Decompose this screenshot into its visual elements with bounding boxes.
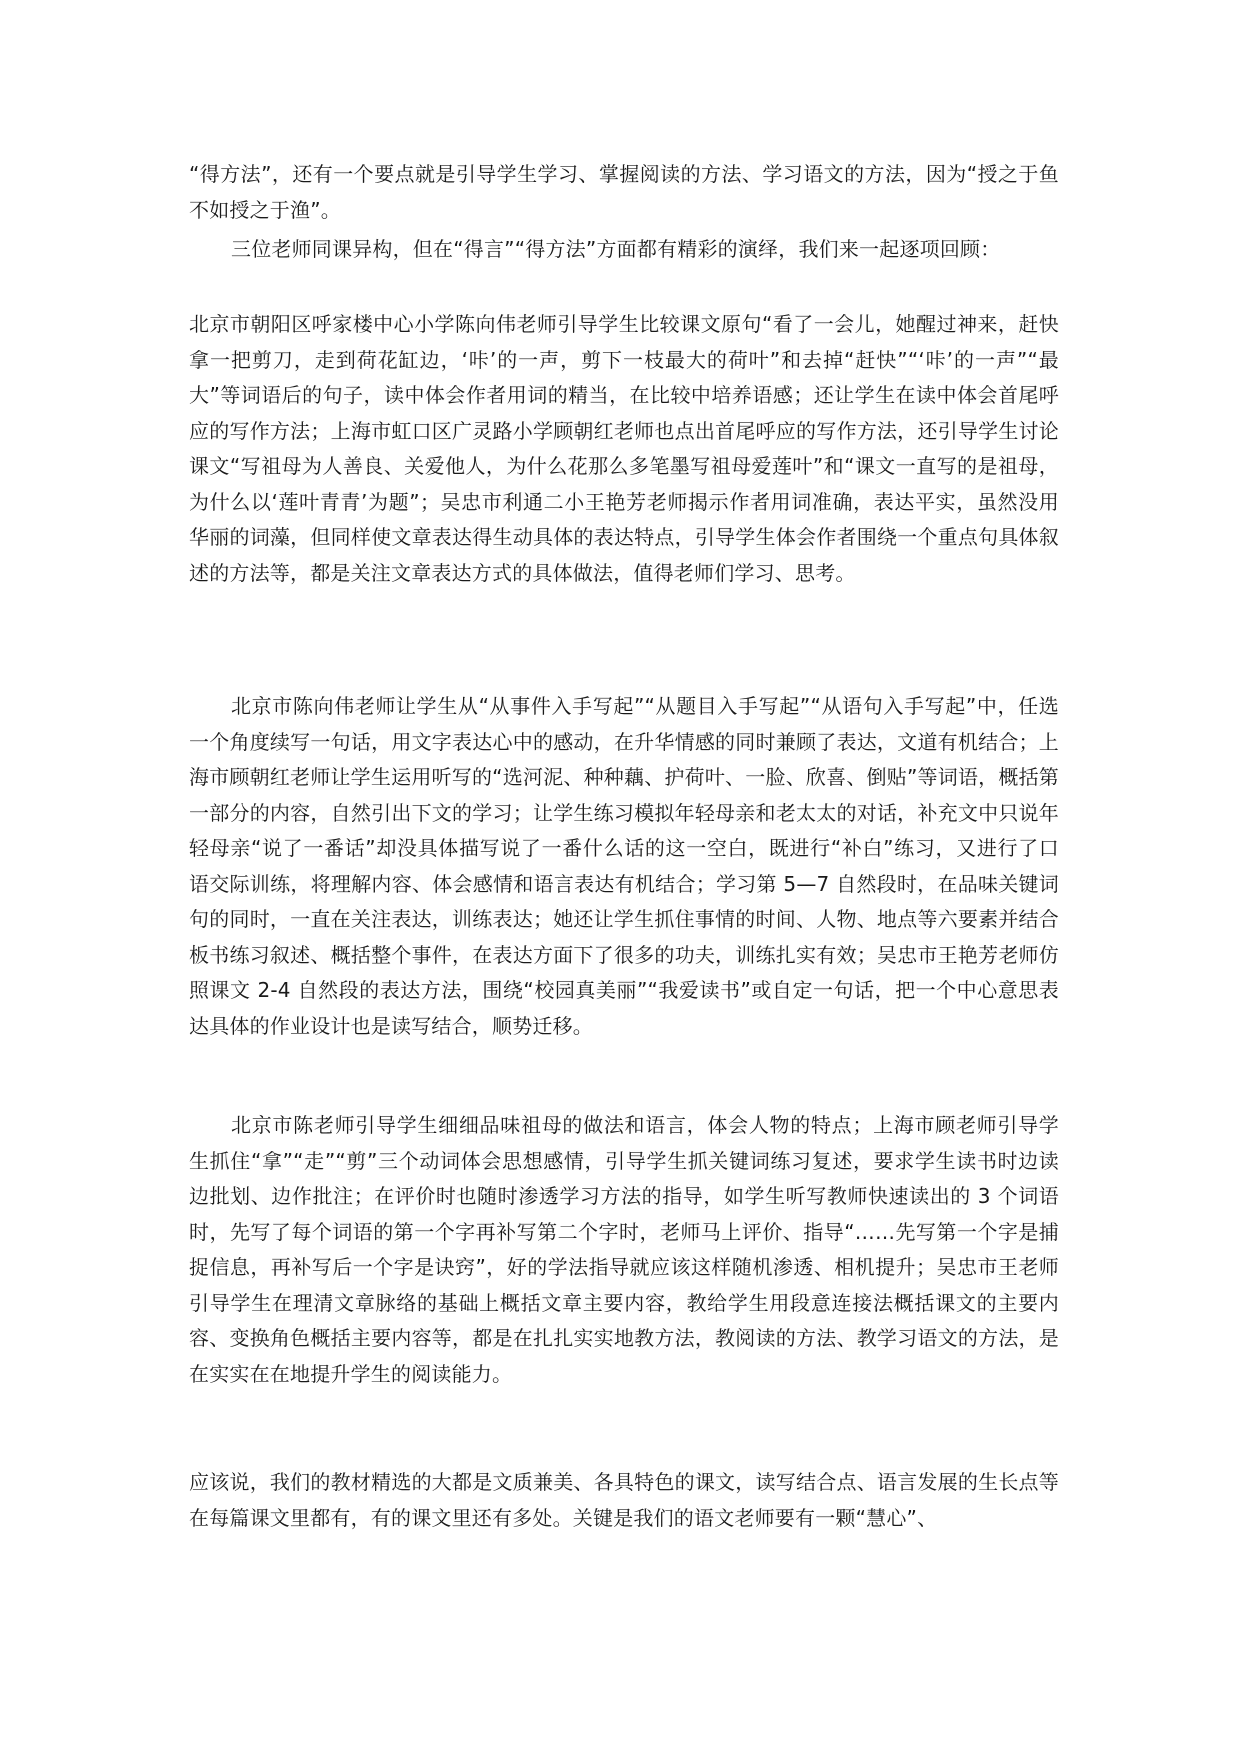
paragraph-conclusion: 应该说，我们的教材精选的大都是文质兼美、各具特色的课文，读写结合点、语言发展的生长点等在每篇课文里都有，有的课文里还有多处。关键是我们的语文老师要有一颗“慧心”、 bbox=[189, 1470, 1059, 1530]
paragraph-method-intro: “得方法”，还有一个要点就是引导学生学习、掌握阅读的方法、学习语文的方法，因为“授之于鱼不如授之于渔”。 bbox=[189, 162, 1059, 222]
paragraph-writing-practice: 北京市陈向伟老师让学生从“从事件入手写起”“从题目入手写起”“从语句入手写起”中，任选一个角度续写一句话，用文字表达心中的感动，在升华情感的同时兼顾了表达，文道有机结合；上海市顾朝红老师让学生运用听写的“选河泥、种种藕、护荷叶、一脸、欣喜、倒贴”等词语，概括第一部分的内容，自然引出下文的学习；让学生练习模拟年轻母亲和老太太的对话，补充文中只说年轻母亲“说了一番话”却没具体描写说了一番什么话的这一空白，既进行“补白”练习，又进行了口语交际训练，将理解内容、体会感情和语言表达有机结合；学习第 5—7 自然段时，在品味关键词句的同时，一直在关注表达，训练表达；她还让学生抓住事情的时间、人物、地点等六要素并结合板书练习叙述、概括整个事件，在表达方面下了很多的功夫，训练扎实有效；吴忠市王艳芳老师仿照课文 2-4 自然段的表达方法，围绕“校园真美丽”“我爱读书”或自定一句话，把一个中心意思表达具体的作业设计也是读写结合，顺势迁移。 bbox=[189, 694, 1059, 1038]
paragraph-reading-methods: 北京市陈老师引导学生细细品味祖母的做法和语言，体会人物的特点；上海市顾老师引导学生抓住“拿”“走”“剪”三个动词体会思想感情，引导学生抓关键词练习复述，要求学生读书时边读边批划、边作批注；在评价时也随时渗透学习方法的指导，如学生听写教师快速读出的 3 个词语时，先写了每个词语的第一个字再补写第二个字时，老师马上评价、指导“……先写第一个字是捕捉信息，再补写后一个字是诀窍”，好的学法指导就应该这样随机渗透、相机提升；吴忠市王老师引导学生在理清文章脉络的基础上概括文章主要内容，教给学生用段意连接法概括课文的主要内容、变换角色概括主要内容等，都是在扎扎实实地教方法，教阅读的方法、教学习语文的方法，是在实实在在地提升学生的阅读能力。 bbox=[189, 1113, 1059, 1386]
paragraph-review-intro: 三位老师同课异构，但在“得言”“得方法”方面都有精彩的演绎，我们来一起逐项回顾： bbox=[231, 237, 1001, 261]
paragraph-beijing-sentence-comparison: 北京市朝阳区呼家楼中心小学陈向伟老师引导学生比较课文原句“看了一会儿，她醒过神来，赶快拿一把剪刀，走到荷花缸边，‘咔’的一声，剪下一枝最大的荷叶”和去掉“赶快”“‘咔’的一声”“最大”等词语后的句子，读中体会作者用词的精当，在比较中培养语感；还让学生在读中体会首尾呼应的写作方法；上海市虹口区广灵路小学顾朝红老师也点出首尾呼应的写作方法，还引导学生讨论课文“写祖母为人善良、关爱他人，为什么花那么多笔墨写祖母爱莲叶”和“课文一直写的是祖母，为什么以‘莲叶青青’为题”；吴忠市利通二小王艳芳老师揭示作者用词准确，表达平实，虽然没用华丽的词藻，但同样使文章表达得生动具体的表达特点，引导学生体会作者围绕一个重点句具体叙述的方法等，都是关注文章表达方式的具体做法，值得老师们学习、思考。 bbox=[189, 312, 1059, 585]
